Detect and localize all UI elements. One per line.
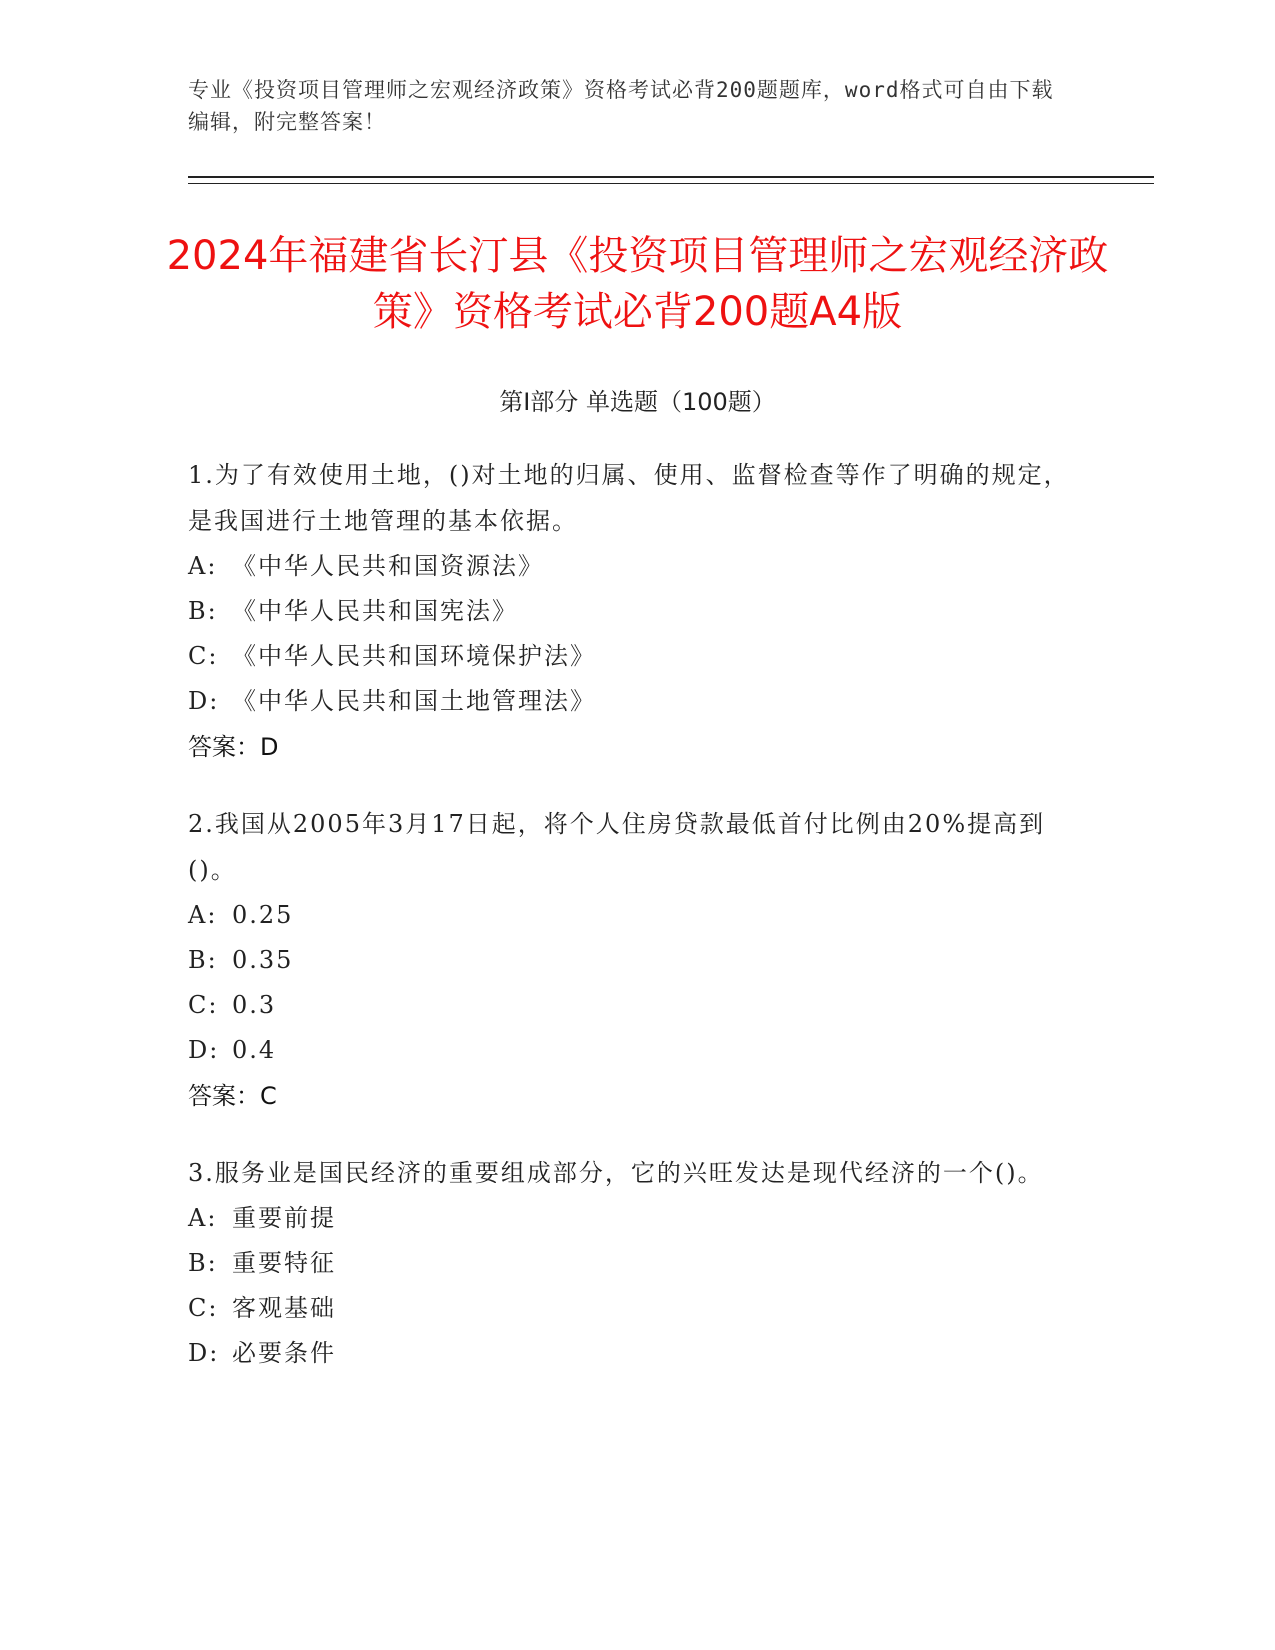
question-text: 1.为了有效使用土地，()对土地的归属、使用、监督检查等作了明确的规定，是我国进行土地管理的基本依据。: [188, 461, 1070, 535]
option-letter: A:: [188, 1204, 218, 1232]
option-d: [188, 679, 1088, 724]
option-letter: C:: [188, 1294, 219, 1322]
question-3: [188, 1150, 1088, 1376]
option-d: [188, 1331, 1088, 1376]
question-text: 2.我国从2005年3月17日起，将个人住房贷款最低首付比例由20%提高到()。: [188, 810, 1046, 884]
option-text: 必要条件: [232, 1339, 336, 1367]
option-b: [188, 589, 1088, 634]
option-letter: C:: [188, 642, 219, 670]
option-text: 《中华人民共和国资源法》: [232, 552, 544, 580]
option-a: [188, 893, 1088, 938]
option-letter: D:: [188, 687, 220, 715]
section-title: 第Ⅰ部分 单选题（100题）: [499, 388, 776, 416]
option-text: 《中华人民共和国环境保护法》: [232, 642, 596, 670]
option-letter: D:: [188, 1339, 220, 1367]
option-a: [188, 544, 1088, 589]
header-note: 专业《投资项目管理师之宏观经济政策》资格考试必背200题题库，word格式可自由下载编辑，附完整答案！: [188, 78, 1054, 134]
option-text: 重要特征: [232, 1249, 336, 1277]
option-c: [188, 983, 1088, 1028]
option-text: 《中华人民共和国宪法》: [232, 597, 518, 625]
option-text: 0.3: [232, 991, 277, 1019]
header-rule-thin: [188, 183, 1154, 184]
option-letter: A:: [188, 901, 218, 929]
option-letter: C:: [188, 991, 219, 1019]
question-1: [188, 452, 1088, 770]
document-title: 2024年福建省长汀县《投资项目管理师之宏观经济政策》资格考试必背200题A4版: [166, 233, 1109, 335]
question-2: [188, 801, 1088, 1119]
option-c: [188, 634, 1088, 679]
option-d: [188, 1028, 1088, 1073]
option-text: 《中华人民共和国土地管理法》: [232, 687, 596, 715]
option-text: 0.25: [232, 901, 294, 929]
option-letter: B:: [188, 597, 218, 625]
option-letter: B:: [188, 946, 218, 974]
option-letter: A:: [188, 552, 218, 580]
header-rule-thick: [188, 176, 1154, 178]
option-text: 0.35: [232, 946, 294, 974]
option-text: 客观基础: [232, 1294, 336, 1322]
option-text: 重要前提: [232, 1204, 336, 1232]
option-letter: D:: [188, 1036, 220, 1064]
answer: 答案：D: [188, 733, 279, 761]
question-text: 3.服务业是国民经济的重要组成部分，它的兴旺发达是现代经济的一个()。: [188, 1159, 1044, 1187]
option-a: [188, 1196, 1088, 1241]
option-b: [188, 938, 1088, 983]
option-letter: B:: [188, 1249, 218, 1277]
option-b: [188, 1241, 1088, 1286]
answer: 答案：C: [188, 1082, 277, 1110]
option-text: 0.4: [232, 1036, 277, 1064]
option-c: [188, 1286, 1088, 1331]
